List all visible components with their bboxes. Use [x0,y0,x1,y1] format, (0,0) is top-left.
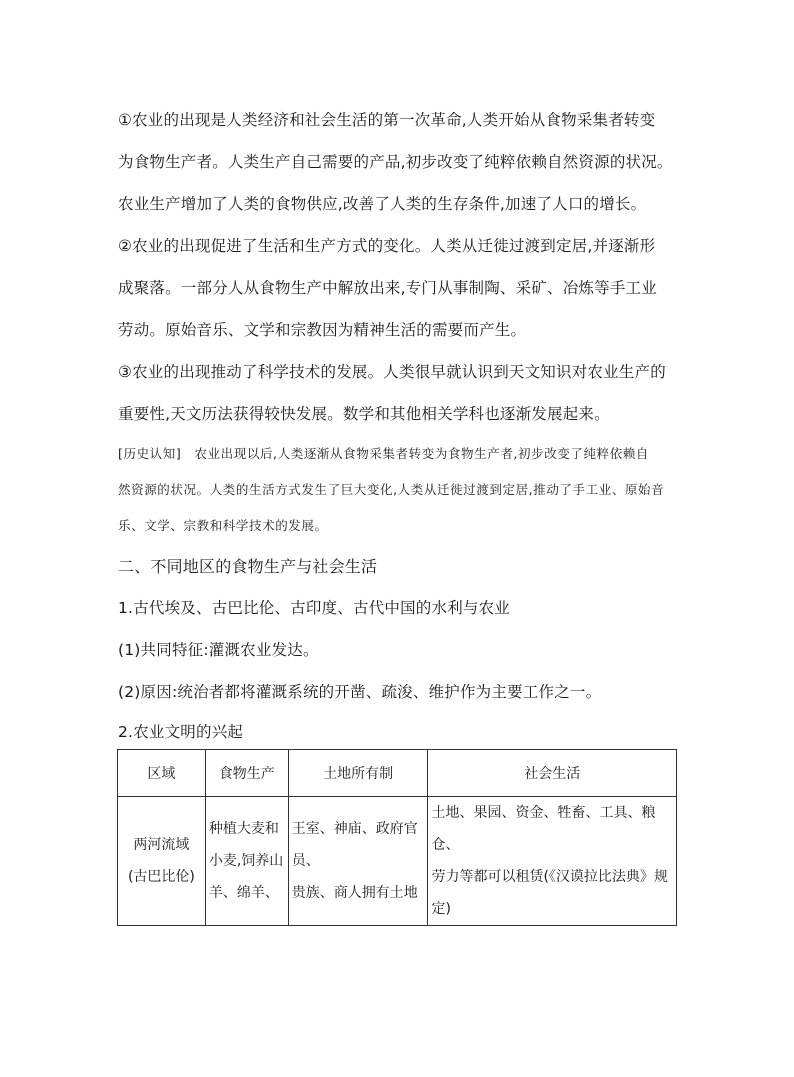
section-item: (2)原因:统治者都将灌溉系统的开凿、疏浚、维护作为主要工作之一。 [118,683,602,701]
cell-line: 定) [431,901,451,917]
paragraph-line: ①农业的出现是人类经济和社会生活的第一次革命,人类开始从食物采集者转变 [118,111,656,129]
table-header-cell: 区域 [118,750,206,797]
note-line: 乐、文学、宗教和科学技术的发展。 [118,518,328,533]
section-title: 二、不同地区的食物生产与社会生活 [118,557,378,576]
cell-line: 小麦,饲养山 [208,853,284,869]
table-header-cell: 社会生活 [428,750,677,797]
table-header-row [118,750,677,797]
table-cell-land [288,797,428,926]
paragraph-line: 重要性,天文历法获得较快发展。数学和其他相关学科也逐渐发展起来。 [118,405,610,423]
table-header-cell: 土地所有制 [288,750,428,797]
cell-line: 贵族、商人拥有土地 [291,885,418,901]
cell-line: 劳力等都可以租赁(《汉谟拉比法典》规 [431,869,668,885]
table-cell-food [205,797,288,926]
cell-line: 土地、果园、资金、牲畜、工具、粮仓、 [431,805,656,853]
cell-line: 种植大麦和 [208,821,279,837]
note-line: 然资源的状况。人类的生活方式发生了巨大变化,人类从迁徙过渡到定居,推动了手工业、原始音 [118,482,665,497]
paragraph-line: ②农业的出现促进了生活和生产方式的变化。人类从迁徙过渡到定居,并逐渐形 [118,237,656,255]
paragraph-line: 农业生产增加了人类的食物供应,改善了人类的生存条件,加速了人口的增长。 [118,195,647,213]
table-cell-region [118,797,206,926]
civilization-table [117,749,677,926]
cell-line: 羊、绵羊、 [208,885,279,901]
paragraph-line: 劳动。原始音乐、文学和宗教因为精神生活的需要而产生。 [118,321,527,339]
paragraph-line: 为食物生产者。人类生产自己需要的产品,初步改变了纯粹依赖自然资源的状况。 [118,153,673,171]
paragraph-line: 成聚落。一部分人从食物生产中解放出来,专门从事制陶、采矿、冶炼等手工业 [118,279,657,297]
cell-line: 王室、神庙、政府官员、 [291,821,418,869]
table-cell-life [428,797,677,926]
cell-line: 两河流域 [133,837,190,853]
section-item: 1.古代埃及、古巴比伦、古印度、古代中国的水利与农业 [118,599,510,617]
section-item: 2.农业文明的兴起 [118,723,244,741]
cell-line: (古巴比伦) [127,869,195,885]
table-row [118,797,677,926]
section-item: (1)共同特征:灌溉农业发达。 [118,641,319,659]
note-line: [历史认知] 农业出现以后,人类逐渐从食物采集者转变为食物生产者,初步改变了纯粹依赖自 [118,446,650,461]
paragraph-line: ③农业的出现推动了科学技术的发展。人类很早就认识到天文知识对农业生产的 [118,363,666,381]
table-header-cell: 食物生产 [205,750,288,797]
